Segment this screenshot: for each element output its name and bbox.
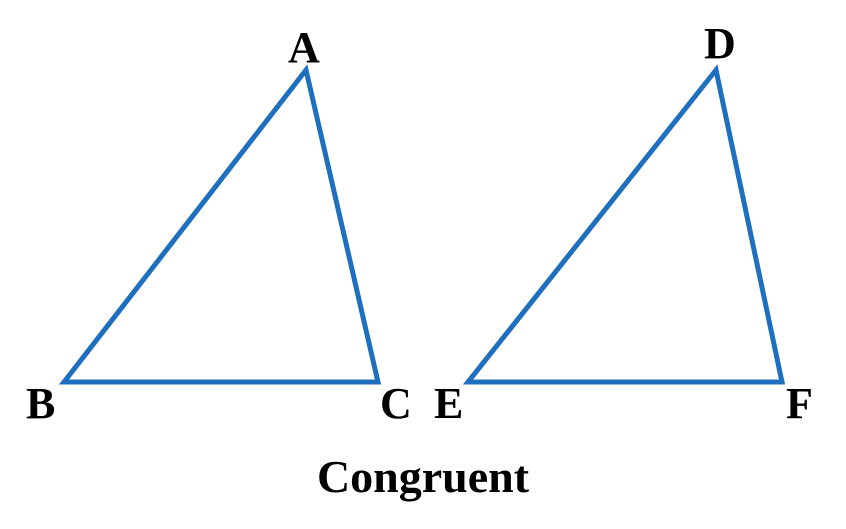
vertex-label-b: B — [26, 379, 56, 428]
vertex-label-c: C — [380, 379, 412, 428]
vertex-label-a: A — [288, 23, 320, 72]
triangle-def — [468, 70, 782, 382]
caption: Congruent — [316, 451, 530, 502]
vertex-label-d: D — [704, 19, 736, 68]
vertex-label-f: F — [786, 379, 813, 428]
triangle-abc — [64, 70, 378, 382]
vertex-label-e: E — [434, 379, 464, 428]
